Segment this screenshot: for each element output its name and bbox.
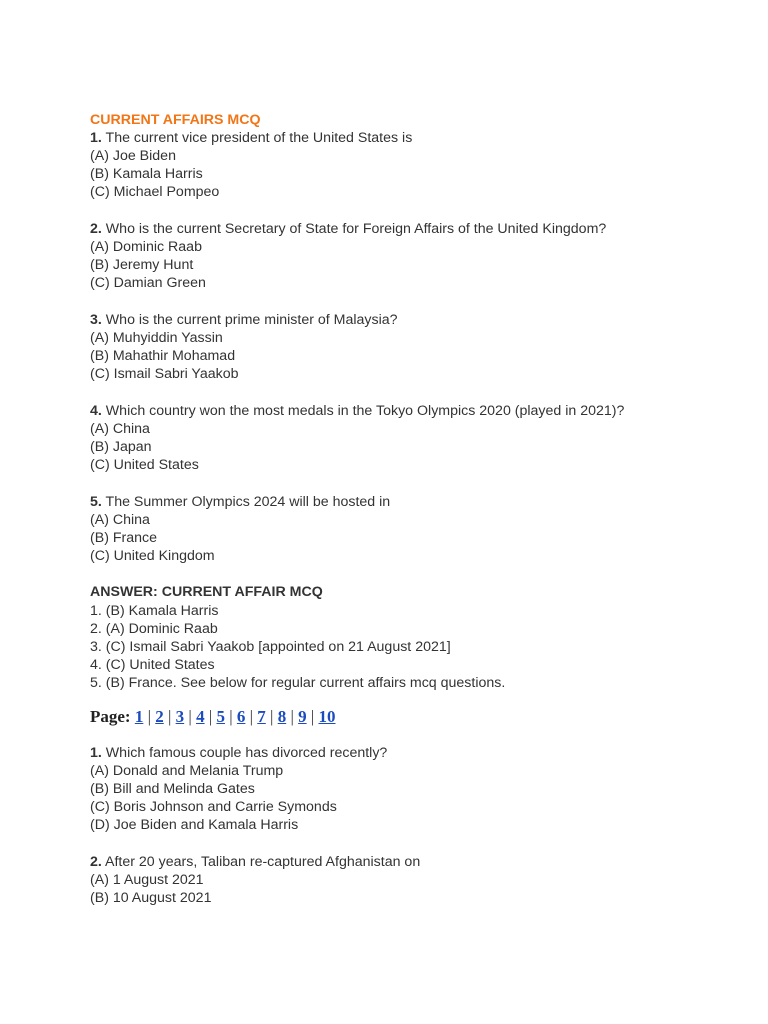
question-line	[90, 493, 730, 511]
question-number: 4.	[90, 402, 102, 419]
page-link-6[interactable]: 6	[236, 707, 246, 727]
answer-title: ANSWER: CURRENT AFFAIR MCQ	[90, 584, 323, 601]
option-item: (B) France	[90, 529, 158, 546]
option-item: (C) United Kingdom	[90, 547, 215, 564]
section-title: CURRENT AFFAIRS MCQ	[90, 112, 261, 128]
question-block	[90, 311, 730, 383]
option-item: (A) Joe Biden	[90, 148, 176, 165]
option-item: (B) Bill and Melinda Gates	[90, 781, 255, 798]
question-text: After 20 years, Taliban re-captured Afghanistan on	[101, 854, 421, 870]
option-item: (B) Japan	[90, 438, 152, 455]
option-item: (B) Mahathir Mohamad	[90, 348, 236, 365]
question-number: 3.	[90, 311, 102, 328]
question-block	[90, 129, 730, 201]
page-link-5[interactable]: 5	[216, 707, 225, 727]
page-link-9[interactable]: 9	[298, 707, 307, 727]
document-page	[90, 111, 730, 907]
question-line	[90, 853, 730, 871]
option-item: (B) 10 August 2021	[90, 890, 212, 907]
question-number: 1.	[90, 745, 102, 762]
question-number: 5.	[90, 493, 102, 510]
option-item: (C) Michael Pompeo	[90, 184, 220, 201]
answer-item: 3. (C) Ismail Sabri Yaakob [appointed on 21 August 2021]	[90, 638, 451, 655]
pagination: Page: 1 | 2 | 3 | 4 | 5 | 6 | 7 | 8 | 9 | 10	[90, 707, 336, 727]
page-link-3[interactable]: 3	[175, 707, 185, 727]
question-line	[90, 311, 730, 329]
question-block	[90, 220, 730, 292]
option-item: (A) Dominic Raab	[90, 239, 202, 256]
pagination-label: Page:	[90, 707, 131, 727]
page-link-1[interactable]: 1	[134, 707, 144, 727]
question-block	[90, 402, 730, 474]
option-item: (D) Joe Biden and Kamala Harris	[90, 817, 299, 834]
question-line	[90, 129, 730, 147]
option-item: (A) China	[90, 420, 150, 437]
option-item: (C) Damian Green	[90, 275, 206, 292]
option-item: (A) 1 August 2021	[90, 872, 204, 889]
question-text: Which country won the most medals in the Tokyo Olympics 2020 (played in 2021)?	[101, 402, 625, 419]
question-text: Which famous couple has divorced recently?	[101, 745, 388, 762]
question-block	[90, 493, 730, 565]
page-link-2[interactable]: 2	[155, 707, 164, 727]
answer-item: 5. (B) France. See below for regular current affairs mcq questions.	[90, 674, 506, 691]
question-text: The Summer Olympics 2024 will be hosted in	[101, 493, 391, 510]
question-text: The current vice president of the United States is	[101, 130, 413, 147]
page-link-8[interactable]: 8	[277, 707, 287, 727]
page-link-10[interactable]: 10	[318, 707, 336, 727]
question-text: Who is the current Secretary of State for Foreign Affairs of the United Kingdom?	[101, 220, 607, 237]
answer-item: 1. (B) Kamala Harris	[90, 602, 219, 619]
option-item: (C) United States	[90, 457, 199, 473]
page-link-4[interactable]: 4	[196, 707, 205, 727]
option-item: (A) China	[90, 511, 150, 528]
question-number: 1.	[90, 130, 102, 147]
option-item: (C) Boris Johnson and Carrie Symonds	[90, 799, 337, 816]
question-line	[90, 402, 730, 420]
question-line	[90, 744, 730, 762]
question-line	[90, 220, 730, 238]
option-item: (B) Jeremy Hunt	[90, 257, 194, 274]
question-number: 2.	[90, 854, 102, 870]
option-item: (B) Kamala Harris	[90, 166, 203, 183]
question-text: Who is the current prime minister of Malaysia?	[101, 311, 398, 328]
answer-item: 2. (A) Dominic Raab	[90, 620, 218, 637]
question-number: 2.	[90, 220, 102, 237]
answer-item: 4. (C) United States	[90, 656, 215, 673]
question-block	[90, 744, 730, 834]
option-item: (C) Ismail Sabri Yaakob	[90, 366, 239, 383]
question-block	[90, 853, 730, 907]
option-item: (A) Muhyiddin Yassin	[90, 329, 223, 346]
answer-block	[90, 583, 730, 692]
page-link-7[interactable]: 7	[257, 707, 266, 727]
option-item: (A) Donald and Melania Trump	[90, 763, 284, 780]
